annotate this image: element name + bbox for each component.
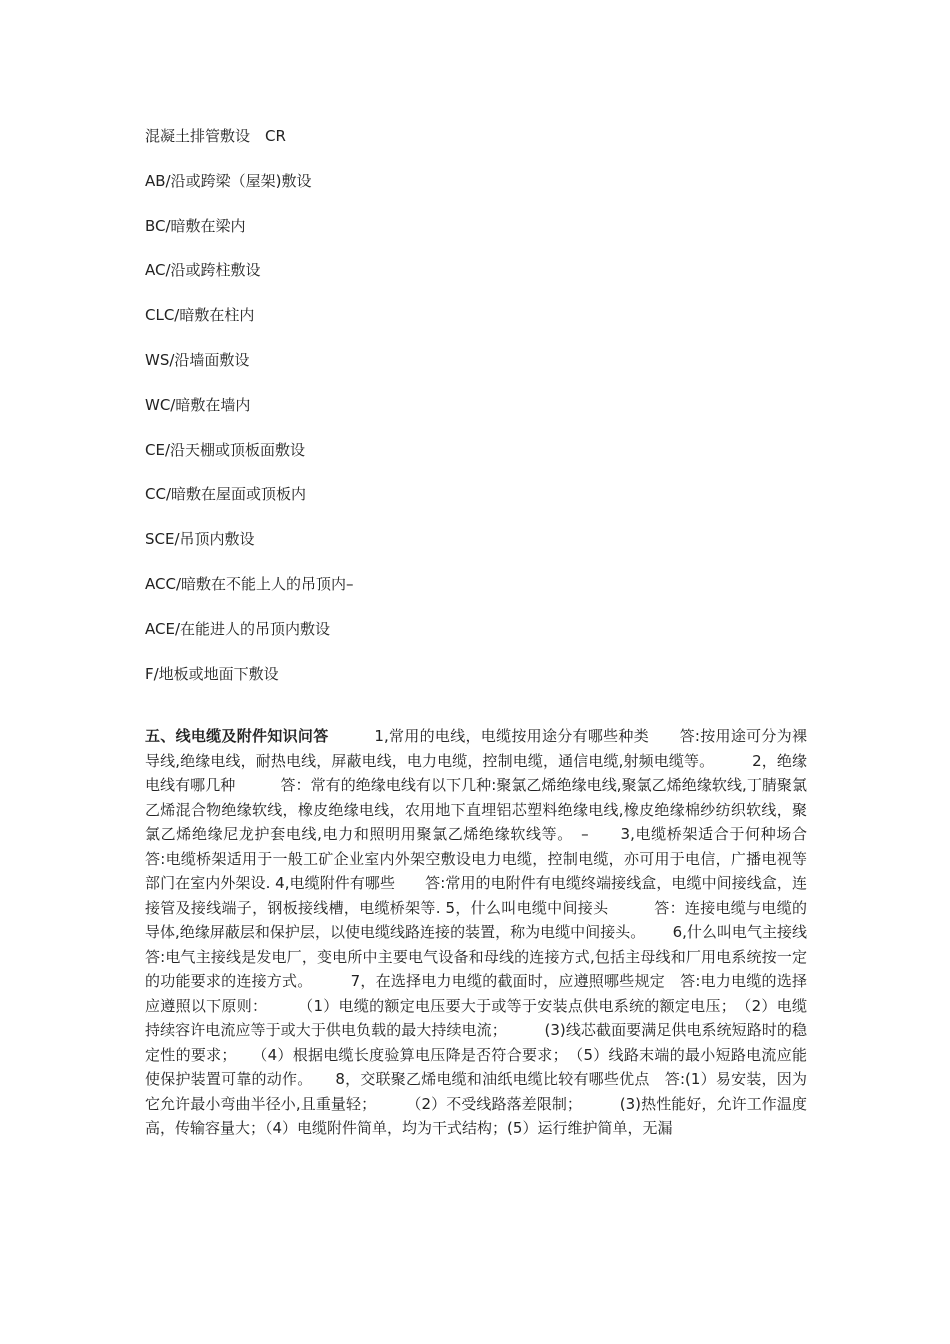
- list-item: ACC/暗敷在不能上人的吊顶内–: [145, 574, 354, 593]
- list-item: BC/暗敷在梁内: [145, 216, 246, 235]
- section-heading: 五、线电缆及附件知识问答: [145, 727, 329, 745]
- list-item: ACE/在能进人的吊顶内敷设: [145, 619, 331, 638]
- list-item: AB/沿或跨梁（屋架)敷设: [145, 171, 312, 190]
- list-item: CC/暗敷在屋面或顶板内: [145, 485, 307, 504]
- laying-method-list: [145, 122, 805, 704]
- list-item: 混凝土排管敷设 CR: [145, 127, 286, 145]
- list-item: WC/暗敷在墙内: [145, 395, 251, 414]
- list-item: CE/沿天棚或顶板面敷设: [145, 440, 306, 459]
- list-item: SCE/吊顶内敷设: [145, 530, 255, 549]
- section-body: 1,常用的电线，电缆按用途分有哪些种类 答:按用途可分为裸导线,绝缘电线，耐热电线，屏蔽电线，电力电缆，控制电缆，通信电缆,射频电缆等。 2，绝缘电线有哪几种 答：常有的绝缘电线有以下几种:聚氯乙烯绝缘电线,聚氯乙烯绝缘软线,丁腈聚氯乙烯混合物绝缘软线，橡皮绝缘电线，农用地下直埋铝芯塑料绝缘电线,橡皮绝缘棉纱纺织软线，聚氯乙烯绝缘尼龙护套电线,电力和照明用聚氯乙烯绝缘软线等。 – 3,电缆桥架适合于何种场合 答:电缆桥架适用于一般工矿企业室内外架空敷设电力电缆，控制电缆，亦可用于电信，广播电视等部门在室内外架设. 4,电缆附件有哪些 答:常用的电附件有电缆终端接线盒，电缆中间接线盒，连接管及接线端子，钢板接线槽，电缆桥架等. 5，什么叫电缆中间接头 答：连接电缆与电缆的导体,绝缘屏蔽层和保护层，以使电缆线路连接的装置，称为电缆中间接头。 6,什么叫电气主接线 答:电气主接线是发电厂，变电所中主要电气设备和母线的连接方式,包括主母线和厂用电系统按一定的功能要求的连接方式。 7，在选择电力电缆的截面时，应遵照哪些规定 答:电力电缆的选择应遵照以下原则： （1）电缆的额定电压要大于或等于安装点供电系统的额定电压； （2）电缆持续容许电流应等于或大于供电负载的最大持续电流； (3)线芯截面要满足供电系统短路时的稳定性的要求； （4）根据电缆长度验算电压降是否符合要求； （5）线路末端的最小短路电流应能使保护装置可靠的动作。 8，交联聚乙烯电缆和油纸电缆比较有哪些优点 答:(1）易安装，因为它允许最小弯曲半径小,且重量轻； （2）不受线路落差限制； (3)热性能好，允许工作温度高，传输容量大；（4）电缆附件简单，均为干式结构；(5）运行维护简单，无漏: [145, 727, 853, 1137]
- qa-paragraph: [145, 724, 853, 1141]
- list-item: WS/沿墙面敷设: [145, 350, 250, 369]
- list-item: AC/沿或跨柱敷设: [145, 261, 261, 280]
- list-item: F/地板或地面下敷设: [145, 664, 279, 683]
- list-item: CLC/暗敷在柱内: [145, 306, 255, 325]
